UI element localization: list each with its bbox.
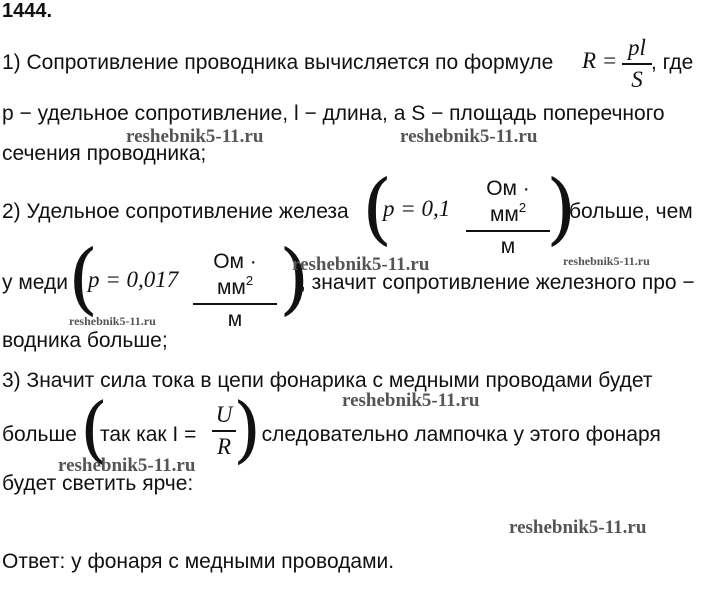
step1-after: , где — [651, 51, 694, 74]
copper-resistivity: p = 0,017 — [88, 267, 179, 292]
left-paren: ( — [362, 164, 393, 254]
copper-after: , значит сопротивление железного про − — [300, 271, 695, 294]
watermark: reshebnik5-11.ru — [563, 254, 650, 268]
step1-line3: сечения проводника; — [2, 142, 207, 165]
problem-number: 1444. — [2, 0, 53, 22]
step3-line3: будет светить ярче: — [2, 472, 194, 495]
right-paren: ) — [546, 164, 577, 254]
left-paren: ( — [68, 234, 99, 324]
right-paren: ) — [279, 234, 310, 324]
watermark: reshebnik5-11.ru — [69, 314, 156, 328]
unit-numerator: Ом · мм — [486, 177, 530, 226]
fraction-bar — [622, 63, 652, 65]
step2-end: водника больше; — [2, 329, 168, 352]
watermark: reshebnik5-11.ru — [342, 390, 480, 411]
ohm-denominator: R — [216, 433, 232, 459]
watermark: reshebnik5-11.ru — [509, 517, 647, 538]
unit-numerator: Ом · мм — [213, 250, 257, 299]
step1-text: 1) Сопротивление проводника вычисляется по формуле — [2, 51, 554, 74]
step3-prefix: больше — [2, 423, 77, 446]
watermark: reshebnik5-11.ru — [58, 455, 196, 476]
fraction-bar — [193, 303, 277, 305]
unit-sup: 2 — [245, 273, 254, 288]
answer: Ответ: у фонаря с медными проводами. — [2, 550, 395, 573]
watermark: reshebnik5-11.ru — [400, 126, 538, 147]
formula-numerator: pl — [628, 35, 646, 60]
copper-prefix: у меди — [2, 271, 68, 294]
copper-unit-fraction — [193, 249, 277, 333]
iron-unit-fraction — [466, 176, 550, 260]
step2-text: 2) Удельное сопротивление железа — [2, 200, 349, 223]
formula-denominator: S — [631, 66, 643, 92]
left-paren: ( — [80, 387, 109, 471]
resistance-formula-lhs: R = — [582, 48, 618, 73]
step3-after: , следовательно лампочка у этого фонаря — [250, 423, 661, 446]
watermark: reshebnik5-11.ru — [292, 254, 430, 275]
unit-denominator: м — [227, 307, 243, 331]
resistance-formula-fraction — [622, 35, 652, 93]
fraction-bar — [466, 230, 550, 232]
ohm-numerator: U — [215, 402, 233, 427]
step3-line1: 3) Значит сила тока в цепи фонарика с медными проводами будет — [2, 369, 653, 392]
step2-after: больше, чем — [569, 200, 693, 223]
watermark: reshebnik5-11.ru — [126, 126, 264, 147]
iron-resistivity: p = 0,1 — [383, 196, 451, 221]
right-paren: ) — [233, 387, 262, 471]
step3-inner: так как I = — [100, 423, 197, 446]
unit-sup: 2 — [518, 200, 527, 215]
unit-denominator: м — [500, 234, 516, 258]
step1-line2: p − удельное сопротивление, l − длина, а S − площадь поперечного — [2, 102, 665, 125]
